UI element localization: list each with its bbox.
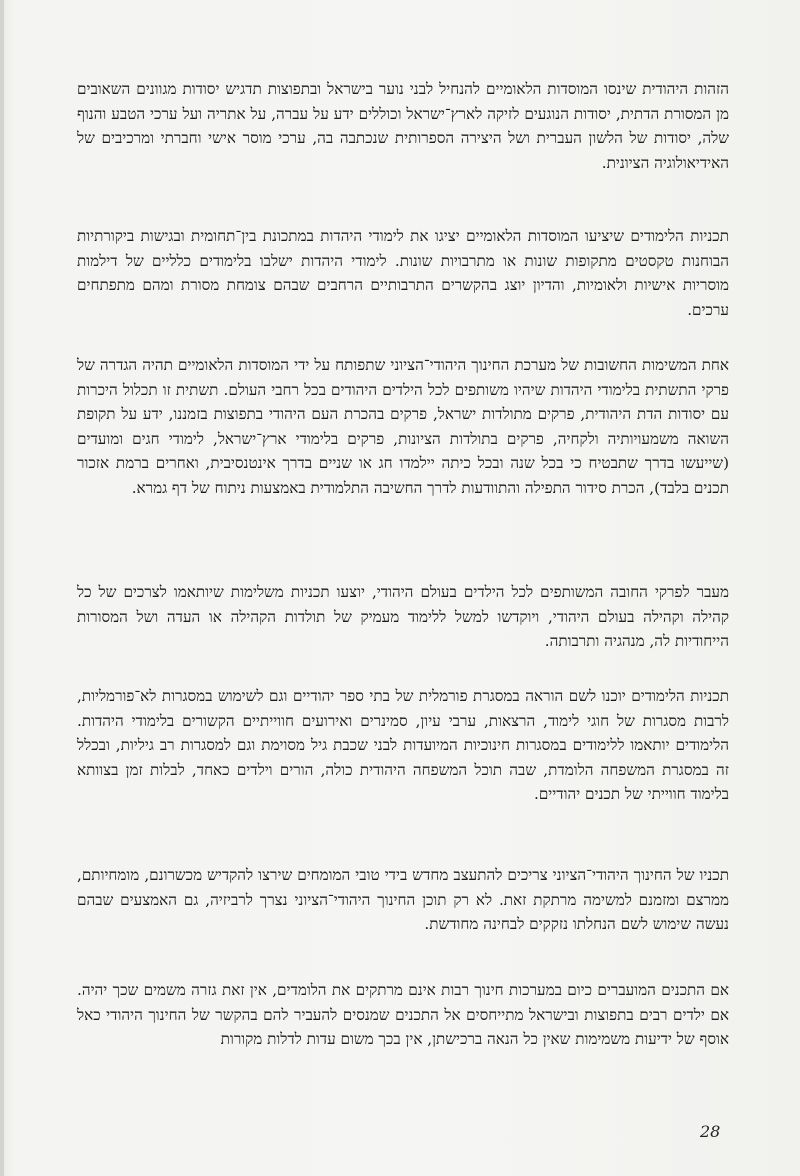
paragraph-text: תכניות הלימודים יוכנו לשם הוראה במסגרת פורמלית של בתי ספר יהודיים וגם לשימוש במסגרות לא־פורמליות, לרבות מסגרות של חוגי לימוד, הרצאות, ערבי עיון, סמינרים ואירועים חווייתיים הקשורים בלימודי היהדות. הלימודים יותאמו ללימודים במסגרות חינוכיות המיועדות לבני שכבת גיל מסוימת וגם למסגרות רב גיליות, ובכלל זה במסגרת המשפחה הלומדת, שבה תוכל המשפחה היהודית כולה, הורים וילדים כאחד, לבלות זמן בצוותא בלימוד חווייתי של תכנים יהודיים. [77, 687, 729, 804]
paragraph-7 [77, 978, 729, 1052]
paragraph-text: מעבר לפרקי החובה המשותפים לכל הילדים בעולם היהודי, יוצעו תכניות משלימות שיותאמו לצרכים של כל קהילה וקהילה בעולם היהודי, ויוקדשו למשל ללימוד מעמיק של תולדות הקהילה או העדה ושל המסורות הייחודיות לה, מנהגיה ותרבותה. [77, 583, 729, 651]
page-number: 28 [700, 1122, 721, 1141]
paragraph-text: אם התכנים המועברים כיום במערכות חינוך רבות אינם מרתקים את הלומדים, אין זאת גזרה משמים שכך יהיה. אם ילדים רבים בתפוצות ובישראל מתייחסים אל התכנים שמנסים להעביר להם בהקשר של החינוך היהודי כאל אוסף של ידיעות משמימות שאין כל הנאה ברכישתן, אין בכך משום עדות לדלות מקורות [77, 981, 729, 1049]
paragraph-5 [77, 684, 729, 807]
paragraph-text: אחת המשימות החשובות של מערכת החינוך היהודי־הציוני שתפותח על ידי המוסדות הלאומיים תהיה הגדרה של פרקי התשתית בלימודי היהדות שיהיו משותפים לכל הילדים היהודים בכל רחבי העולם. תשתית זו תכלול היכרות עם יסודות הדת היהודית, פרקים מתולדות ישראל, פרקים בהכרת העם היהודי בתפוצות בזמננו, ידע על תקופת השואה משמעויותיה ולקחיה, פרקים בתולדות הציונות, פרקים בלימודי ארץ־ישראל, לימודי חגים ומועדים (שייעשו בדרך שתבטיח כי בכל שנה ובכל כיתה יילמדו חג או שניים בדרך אינטנסיבית, ואחרים ברמת אזכור תכנים בלבד), הכרת סידור התפילה והתוודעות לדרך החשיבה התלמודית באמצעות ניתוח של דף גמרא. [77, 356, 729, 497]
paragraph-text: תכניו של החינוך היהודי־הציוני צריכים להתעצב מחדש בידי טובי המומחים שירצו להקדיש מכשרונם, מומחיותם, ממרצם ומזמנם למשימה מרתקת זאת. לא רק תוכן החינוך היהודי־הציוני נצרך לרביזיה, גם האמצעים שבהם נעשה שימוש לשם הנחלתו נזקקים לבחינה מחודשת. [77, 866, 729, 934]
paragraph-1 [77, 77, 729, 175]
paragraph-4 [77, 580, 729, 654]
paragraph-2 [77, 224, 729, 322]
page-binding-edge [0, 0, 4, 1176]
paragraph-text: הזהות היהודית שינסו המוסדות הלאומיים להנחיל לבני נוער בישראל ובתפוצות תדגיש יסודות מגוונים השאובים מן המסורת הדתית, יסודות הנוגעים לזיקה לארץ־ישראל וכוללים ידע על עברה, על אתריה ועל ערכי הטבע והנוף שלה, יסודות של הלשון העברית ושל היצירה הספרותית שנכתבה בה, ערכי מוסר אישי וחברתי ומרכיבים של האידיאולוגיה הציונית. [77, 80, 729, 172]
paragraph-text: תכניות הלימודים שיציעו המוסדות הלאומיים יציגו את לימודי היהדות במתכונת בין־תחומית ובגישות ביקורתיות הבוחנות טקסטים מתקופות שונות או מתרבויות שונות. לימודי היהדות ישלבו בלימודים כלליים של דילמות מוסריות אישיות ולאומיות, והדיון יוצג בהקשרים התרבותיים הרחבים שבהם צומחת מסורת ומהם מתפתחים ערכים. [77, 227, 729, 319]
paragraph-6 [77, 863, 729, 937]
paragraph-3 [77, 353, 729, 501]
